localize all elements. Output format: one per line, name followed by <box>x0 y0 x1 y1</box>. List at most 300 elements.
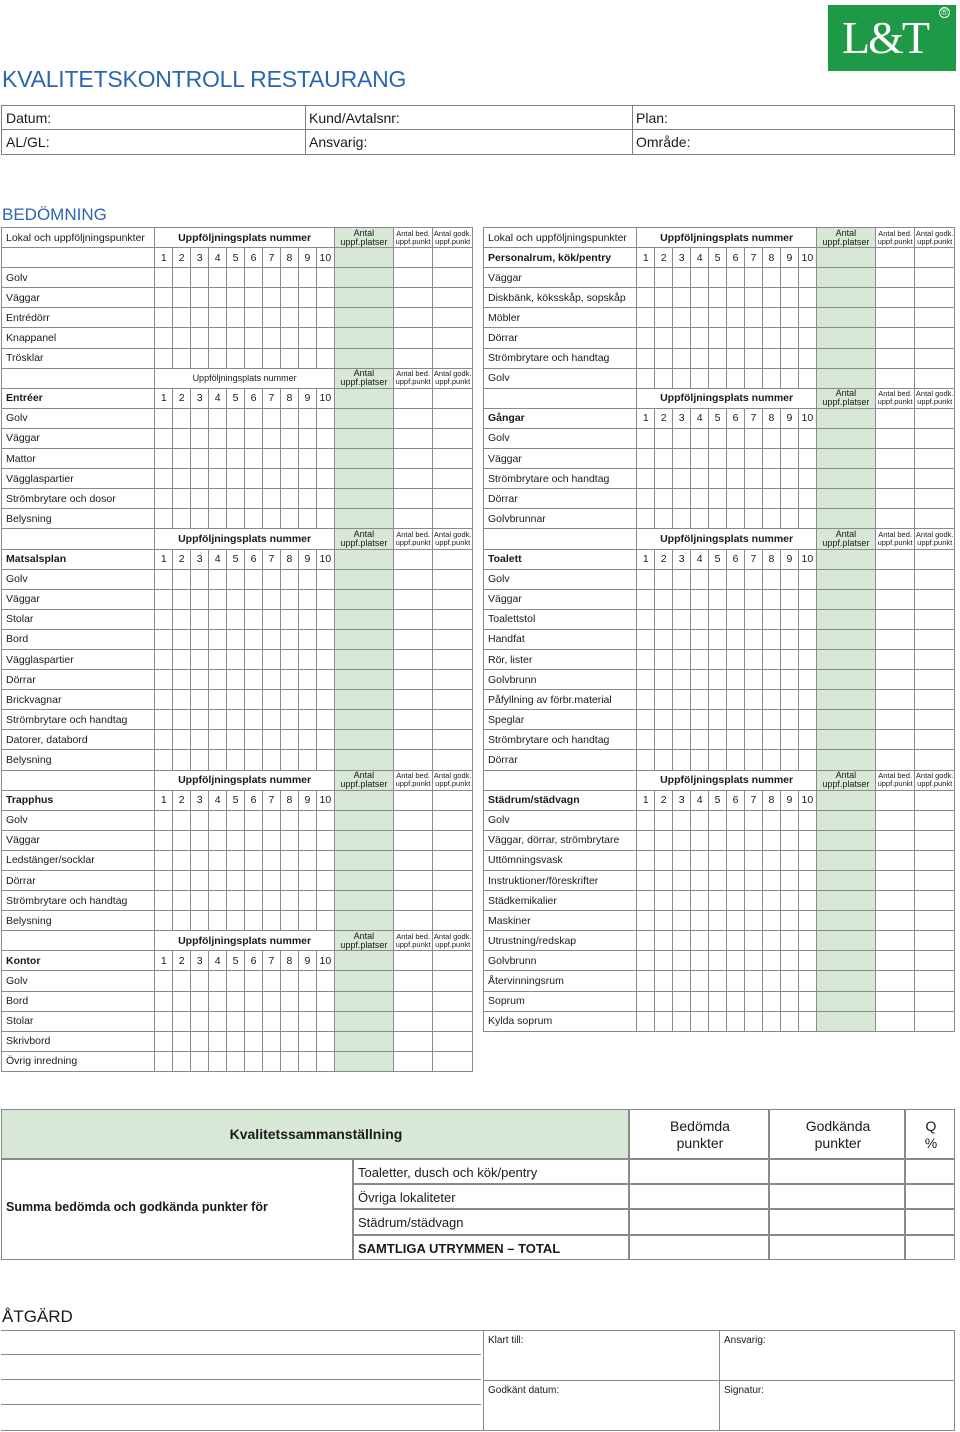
check-cell[interactable] <box>263 268 281 288</box>
check-cell[interactable] <box>673 489 691 509</box>
check-cell[interactable] <box>173 629 191 649</box>
antal-platser-cell[interactable] <box>816 589 875 609</box>
check-cell[interactable] <box>655 991 673 1011</box>
check-cell[interactable] <box>709 710 727 730</box>
check-cell[interactable] <box>155 288 173 308</box>
check-cell[interactable] <box>155 609 173 629</box>
check-cell[interactable] <box>245 750 263 770</box>
antal-bed-cell[interactable] <box>393 449 433 469</box>
check-cell[interactable] <box>173 489 191 509</box>
check-cell[interactable] <box>209 891 227 911</box>
check-cell[interactable] <box>673 589 691 609</box>
check-cell[interactable] <box>173 670 191 690</box>
antal-platser-cell[interactable] <box>816 891 875 911</box>
check-cell[interactable] <box>245 268 263 288</box>
klart-till-field[interactable]: Klart till: <box>488 1335 524 1346</box>
check-cell[interactable] <box>780 710 798 730</box>
check-cell[interactable] <box>780 629 798 649</box>
check-cell[interactable] <box>245 469 263 489</box>
check-cell[interactable] <box>227 328 245 348</box>
check-cell[interactable] <box>298 449 316 469</box>
check-cell[interactable] <box>655 971 673 991</box>
antal-bed-cell[interactable] <box>393 750 433 770</box>
antal-bed-cell[interactable] <box>875 629 915 649</box>
check-cell[interactable] <box>173 871 191 891</box>
check-cell[interactable] <box>245 1051 263 1071</box>
antal-bed-cell[interactable] <box>875 911 915 931</box>
check-cell[interactable] <box>655 308 673 328</box>
antal-platser-cell[interactable] <box>334 730 393 750</box>
check-cell[interactable] <box>780 609 798 629</box>
check-cell[interactable] <box>155 730 173 750</box>
check-cell[interactable] <box>209 408 227 428</box>
check-cell[interactable] <box>637 710 655 730</box>
check-cell[interactable] <box>263 509 281 529</box>
check-cell[interactable] <box>191 489 209 509</box>
signatur-field[interactable]: Signatur: <box>724 1385 765 1396</box>
check-cell[interactable] <box>245 328 263 348</box>
check-cell[interactable] <box>298 268 316 288</box>
check-cell[interactable] <box>655 629 673 649</box>
check-cell[interactable] <box>173 1011 191 1031</box>
check-cell[interactable] <box>709 428 727 448</box>
check-cell[interactable] <box>798 971 816 991</box>
check-cell[interactable] <box>637 750 655 770</box>
antal-godk-cell[interactable] <box>433 589 473 609</box>
check-cell[interactable] <box>316 428 334 448</box>
check-cell[interactable] <box>263 1011 281 1031</box>
q-cell[interactable] <box>905 1235 955 1260</box>
check-cell[interactable] <box>780 670 798 690</box>
antal-bed-cell[interactable] <box>875 931 915 951</box>
check-cell[interactable] <box>655 589 673 609</box>
check-cell[interactable] <box>298 810 316 830</box>
check-cell[interactable] <box>727 368 745 388</box>
check-cell[interactable] <box>727 449 745 469</box>
check-cell[interactable] <box>780 871 798 891</box>
antal-godk-cell[interactable] <box>915 850 955 870</box>
antal-bed-cell[interactable] <box>875 288 915 308</box>
antal-bed-cell[interactable] <box>875 509 915 529</box>
antal-platser-cell[interactable] <box>816 690 875 710</box>
antal-godk-cell[interactable] <box>433 449 473 469</box>
antal-bed-cell[interactable] <box>393 1011 433 1031</box>
check-cell[interactable] <box>762 911 780 931</box>
check-cell[interactable] <box>762 489 780 509</box>
check-cell[interactable] <box>191 1031 209 1051</box>
antal-bed-cell[interactable] <box>393 710 433 730</box>
antal-bed-cell[interactable] <box>875 348 915 368</box>
check-cell[interactable] <box>155 891 173 911</box>
antal-bed-cell[interactable] <box>875 951 915 971</box>
check-cell[interactable] <box>709 931 727 951</box>
check-cell[interactable] <box>209 489 227 509</box>
check-cell[interactable] <box>191 629 209 649</box>
antal-platser-cell[interactable] <box>334 569 393 589</box>
check-cell[interactable] <box>691 569 709 589</box>
antal-platser-cell[interactable] <box>334 629 393 649</box>
check-cell[interactable] <box>762 1011 780 1031</box>
antal-godk-cell[interactable] <box>915 730 955 750</box>
check-cell[interactable] <box>655 489 673 509</box>
check-cell[interactable] <box>637 589 655 609</box>
antal-platser-cell[interactable] <box>334 790 393 810</box>
check-cell[interactable] <box>298 649 316 669</box>
antal-platser-cell[interactable] <box>816 509 875 529</box>
check-cell[interactable] <box>280 469 298 489</box>
check-cell[interactable] <box>727 991 745 1011</box>
check-cell[interactable] <box>655 830 673 850</box>
check-cell[interactable] <box>780 489 798 509</box>
check-cell[interactable] <box>298 850 316 870</box>
check-cell[interactable] <box>727 348 745 368</box>
antal-bed-cell[interactable] <box>393 730 433 750</box>
antal-godk-cell[interactable] <box>433 629 473 649</box>
antal-godk-cell[interactable] <box>433 388 473 408</box>
check-cell[interactable] <box>762 609 780 629</box>
check-cell[interactable] <box>780 328 798 348</box>
antal-godk-cell[interactable] <box>433 248 473 268</box>
check-cell[interactable] <box>727 569 745 589</box>
check-cell[interactable] <box>780 288 798 308</box>
antal-godk-cell[interactable] <box>915 750 955 770</box>
antal-bed-cell[interactable] <box>393 830 433 850</box>
antal-godk-cell[interactable] <box>433 670 473 690</box>
check-cell[interactable] <box>316 489 334 509</box>
check-cell[interactable] <box>173 1051 191 1071</box>
antal-platser-cell[interactable] <box>334 348 393 368</box>
check-cell[interactable] <box>209 710 227 730</box>
check-cell[interactable] <box>727 428 745 448</box>
check-cell[interactable] <box>173 830 191 850</box>
check-cell[interactable] <box>762 268 780 288</box>
antal-godk-cell[interactable] <box>433 690 473 710</box>
antal-bed-cell[interactable] <box>875 730 915 750</box>
check-cell[interactable] <box>655 348 673 368</box>
check-cell[interactable] <box>745 730 763 750</box>
antal-platser-cell[interactable] <box>816 248 875 268</box>
check-cell[interactable] <box>155 629 173 649</box>
check-cell[interactable] <box>691 589 709 609</box>
check-cell[interactable] <box>762 830 780 850</box>
check-cell[interactable] <box>798 268 816 288</box>
check-cell[interactable] <box>691 991 709 1011</box>
check-cell[interactable] <box>709 328 727 348</box>
check-cell[interactable] <box>780 850 798 870</box>
antal-bed-cell[interactable] <box>875 308 915 328</box>
check-cell[interactable] <box>209 850 227 870</box>
antal-godk-cell[interactable] <box>915 288 955 308</box>
antal-bed-cell[interactable] <box>393 1031 433 1051</box>
check-cell[interactable] <box>298 509 316 529</box>
check-cell[interactable] <box>655 569 673 589</box>
check-cell[interactable] <box>745 649 763 669</box>
check-cell[interactable] <box>227 830 245 850</box>
antal-platser-cell[interactable] <box>816 549 875 569</box>
check-cell[interactable] <box>173 649 191 669</box>
antal-platser-cell[interactable] <box>816 288 875 308</box>
check-cell[interactable] <box>316 871 334 891</box>
check-cell[interactable] <box>245 408 263 428</box>
check-cell[interactable] <box>727 951 745 971</box>
check-cell[interactable] <box>227 408 245 428</box>
check-cell[interactable] <box>173 971 191 991</box>
check-cell[interactable] <box>745 589 763 609</box>
antal-bed-cell[interactable] <box>875 549 915 569</box>
bedomda-cell[interactable] <box>629 1235 769 1260</box>
check-cell[interactable] <box>155 308 173 328</box>
check-cell[interactable] <box>727 931 745 951</box>
check-cell[interactable] <box>745 609 763 629</box>
check-cell[interactable] <box>316 891 334 911</box>
check-cell[interactable] <box>263 710 281 730</box>
check-cell[interactable] <box>263 830 281 850</box>
check-cell[interactable] <box>263 1051 281 1071</box>
check-cell[interactable] <box>316 750 334 770</box>
check-cell[interactable] <box>280 891 298 911</box>
check-cell[interactable] <box>245 589 263 609</box>
check-cell[interactable] <box>316 308 334 328</box>
check-cell[interactable] <box>209 569 227 589</box>
check-cell[interactable] <box>245 649 263 669</box>
check-cell[interactable] <box>280 428 298 448</box>
antal-bed-cell[interactable] <box>875 850 915 870</box>
antal-bed-cell[interactable] <box>393 408 433 428</box>
check-cell[interactable] <box>762 629 780 649</box>
check-cell[interactable] <box>637 489 655 509</box>
check-cell[interactable] <box>780 971 798 991</box>
antal-bed-cell[interactable] <box>393 1051 433 1071</box>
antal-bed-cell[interactable] <box>393 308 433 328</box>
check-cell[interactable] <box>155 810 173 830</box>
check-cell[interactable] <box>280 810 298 830</box>
check-cell[interactable] <box>798 489 816 509</box>
check-cell[interactable] <box>727 489 745 509</box>
antal-platser-cell[interactable] <box>816 489 875 509</box>
check-cell[interactable] <box>209 288 227 308</box>
check-cell[interactable] <box>780 469 798 489</box>
antal-bed-cell[interactable] <box>393 609 433 629</box>
check-cell[interactable] <box>798 428 816 448</box>
check-cell[interactable] <box>209 1031 227 1051</box>
check-cell[interactable] <box>709 449 727 469</box>
check-cell[interactable] <box>798 649 816 669</box>
check-cell[interactable] <box>691 931 709 951</box>
check-cell[interactable] <box>155 589 173 609</box>
check-cell[interactable] <box>280 1011 298 1031</box>
antal-platser-cell[interactable] <box>334 649 393 669</box>
check-cell[interactable] <box>673 670 691 690</box>
antal-godk-cell[interactable] <box>915 649 955 669</box>
check-cell[interactable] <box>263 670 281 690</box>
check-cell[interactable] <box>245 830 263 850</box>
antal-godk-cell[interactable] <box>915 790 955 810</box>
check-cell[interactable] <box>780 1011 798 1031</box>
antal-platser-cell[interactable] <box>816 730 875 750</box>
algl-field[interactable]: AL/GL: <box>6 134 50 150</box>
check-cell[interactable] <box>298 690 316 710</box>
check-cell[interactable] <box>209 589 227 609</box>
check-cell[interactable] <box>245 971 263 991</box>
check-cell[interactable] <box>637 428 655 448</box>
check-cell[interactable] <box>655 469 673 489</box>
antal-godk-cell[interactable] <box>915 690 955 710</box>
check-cell[interactable] <box>227 428 245 448</box>
check-cell[interactable] <box>673 871 691 891</box>
antal-bed-cell[interactable] <box>393 469 433 489</box>
check-cell[interactable] <box>227 649 245 669</box>
check-cell[interactable] <box>263 288 281 308</box>
check-cell[interactable] <box>691 489 709 509</box>
check-cell[interactable] <box>263 690 281 710</box>
antal-bed-cell[interactable] <box>875 649 915 669</box>
check-cell[interactable] <box>762 589 780 609</box>
check-cell[interactable] <box>173 991 191 1011</box>
check-cell[interactable] <box>298 609 316 629</box>
check-cell[interactable] <box>655 1011 673 1031</box>
antal-platser-cell[interactable] <box>816 629 875 649</box>
antal-godk-cell[interactable] <box>433 348 473 368</box>
check-cell[interactable] <box>155 569 173 589</box>
check-cell[interactable] <box>798 710 816 730</box>
check-cell[interactable] <box>637 971 655 991</box>
check-cell[interactable] <box>709 288 727 308</box>
check-cell[interactable] <box>298 408 316 428</box>
antal-bed-cell[interactable] <box>393 268 433 288</box>
check-cell[interactable] <box>298 971 316 991</box>
check-cell[interactable] <box>298 328 316 348</box>
check-cell[interactable] <box>655 931 673 951</box>
check-cell[interactable] <box>173 891 191 911</box>
antal-platser-cell[interactable] <box>816 971 875 991</box>
check-cell[interactable] <box>263 489 281 509</box>
check-cell[interactable] <box>245 871 263 891</box>
antal-platser-cell[interactable] <box>816 569 875 589</box>
check-cell[interactable] <box>227 308 245 328</box>
check-cell[interactable] <box>280 589 298 609</box>
antal-godk-cell[interactable] <box>433 469 473 489</box>
antal-platser-cell[interactable] <box>816 1011 875 1031</box>
check-cell[interactable] <box>209 428 227 448</box>
antal-bed-cell[interactable] <box>875 368 915 388</box>
check-cell[interactable] <box>191 609 209 629</box>
check-cell[interactable] <box>745 931 763 951</box>
antal-godk-cell[interactable] <box>433 951 473 971</box>
check-cell[interactable] <box>727 589 745 609</box>
check-cell[interactable] <box>673 469 691 489</box>
antal-platser-cell[interactable] <box>334 428 393 448</box>
antal-bed-cell[interactable] <box>393 649 433 669</box>
check-cell[interactable] <box>709 850 727 870</box>
check-cell[interactable] <box>155 348 173 368</box>
check-cell[interactable] <box>673 348 691 368</box>
check-cell[interactable] <box>227 268 245 288</box>
check-cell[interactable] <box>762 348 780 368</box>
check-cell[interactable] <box>245 810 263 830</box>
check-cell[interactable] <box>691 428 709 448</box>
check-cell[interactable] <box>637 830 655 850</box>
check-cell[interactable] <box>798 871 816 891</box>
check-cell[interactable] <box>780 730 798 750</box>
check-cell[interactable] <box>245 730 263 750</box>
check-cell[interactable] <box>762 991 780 1011</box>
check-cell[interactable] <box>637 871 655 891</box>
check-cell[interactable] <box>780 509 798 529</box>
antal-godk-cell[interactable] <box>915 248 955 268</box>
check-cell[interactable] <box>673 931 691 951</box>
antal-bed-cell[interactable] <box>393 589 433 609</box>
check-cell[interactable] <box>727 730 745 750</box>
check-cell[interactable] <box>727 891 745 911</box>
antal-platser-cell[interactable] <box>816 750 875 770</box>
check-cell[interactable] <box>709 268 727 288</box>
antal-godk-cell[interactable] <box>433 569 473 589</box>
antal-platser-cell[interactable] <box>816 830 875 850</box>
check-cell[interactable] <box>209 649 227 669</box>
check-cell[interactable] <box>745 489 763 509</box>
check-cell[interactable] <box>298 730 316 750</box>
check-cell[interactable] <box>155 489 173 509</box>
check-cell[interactable] <box>209 469 227 489</box>
check-cell[interactable] <box>798 469 816 489</box>
check-cell[interactable] <box>762 750 780 770</box>
check-cell[interactable] <box>798 891 816 911</box>
check-cell[interactable] <box>673 308 691 328</box>
check-cell[interactable] <box>263 469 281 489</box>
check-cell[interactable] <box>762 710 780 730</box>
check-cell[interactable] <box>263 730 281 750</box>
check-cell[interactable] <box>227 850 245 870</box>
check-cell[interactable] <box>155 690 173 710</box>
check-cell[interactable] <box>227 589 245 609</box>
check-cell[interactable] <box>280 308 298 328</box>
check-cell[interactable] <box>798 328 816 348</box>
check-cell[interactable] <box>745 328 763 348</box>
check-cell[interactable] <box>173 850 191 870</box>
check-cell[interactable] <box>798 1011 816 1031</box>
check-cell[interactable] <box>298 991 316 1011</box>
check-cell[interactable] <box>280 1031 298 1051</box>
antal-bed-cell[interactable] <box>393 328 433 348</box>
check-cell[interactable] <box>798 951 816 971</box>
check-cell[interactable] <box>798 850 816 870</box>
check-cell[interactable] <box>709 308 727 328</box>
check-cell[interactable] <box>173 268 191 288</box>
check-cell[interactable] <box>691 710 709 730</box>
check-cell[interactable] <box>673 911 691 931</box>
check-cell[interactable] <box>780 690 798 710</box>
check-cell[interactable] <box>673 690 691 710</box>
check-cell[interactable] <box>227 891 245 911</box>
check-cell[interactable] <box>209 1011 227 1031</box>
antal-platser-cell[interactable] <box>334 951 393 971</box>
antal-platser-cell[interactable] <box>334 589 393 609</box>
check-cell[interactable] <box>691 810 709 830</box>
antal-bed-cell[interactable] <box>875 1011 915 1031</box>
check-cell[interactable] <box>745 348 763 368</box>
check-cell[interactable] <box>673 810 691 830</box>
check-cell[interactable] <box>191 469 209 489</box>
check-cell[interactable] <box>691 649 709 669</box>
check-cell[interactable] <box>298 489 316 509</box>
check-cell[interactable] <box>245 710 263 730</box>
check-cell[interactable] <box>280 971 298 991</box>
antal-platser-cell[interactable] <box>816 469 875 489</box>
check-cell[interactable] <box>155 850 173 870</box>
check-cell[interactable] <box>709 670 727 690</box>
check-cell[interactable] <box>637 569 655 589</box>
antal-godk-cell[interactable] <box>915 368 955 388</box>
